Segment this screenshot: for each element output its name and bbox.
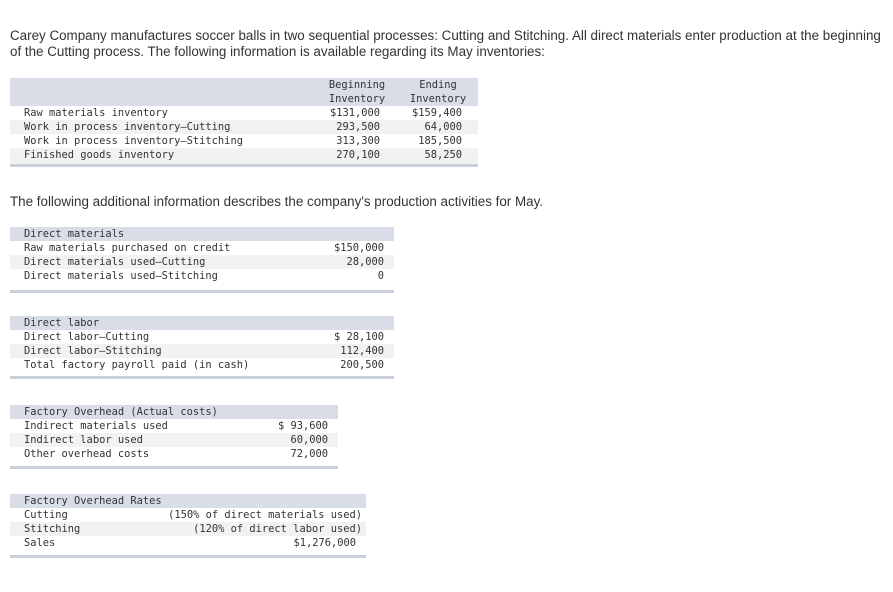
table-row (10, 148, 478, 164)
intro-paragraph: Carey Company manufactures soccer balls in two sequential processes: Cutting and Stitching. All direct materials enter production at the beginning of the Cutting process. The following information is available regarding its May inventories: (10, 28, 881, 59)
section-header: Direct materials (24, 228, 125, 240)
inventories-table (10, 78, 478, 167)
row-label: Other overhead costs (24, 448, 150, 460)
row-value: 200,500 (340, 359, 384, 371)
table-row (10, 508, 366, 522)
beginning-value: 313,300 (336, 135, 380, 147)
row-value: (150% of direct materials used) (168, 509, 362, 521)
section-header-row (10, 227, 394, 241)
row-label: Raw materials purchased on credit (24, 242, 231, 254)
row-value: $1,276,000 (293, 537, 356, 549)
factory-overhead-table (10, 405, 338, 469)
direct-labor-table (10, 316, 394, 379)
table-row (10, 358, 394, 376)
section-header: Direct labor (24, 317, 100, 329)
table-row (10, 522, 366, 536)
inventories-header-row-2 (10, 92, 478, 106)
inventories-header-row-1 (10, 78, 478, 92)
row-label: Indirect materials used (24, 420, 168, 432)
row-value: (120% of direct labor used) (193, 523, 362, 535)
row-value: 28,000 (346, 256, 384, 268)
beginning-header-line1: Beginning (328, 79, 386, 91)
table-row (10, 134, 478, 148)
table-row (10, 344, 394, 358)
table-row (10, 419, 338, 433)
direct-materials-table (10, 227, 394, 293)
row-value: 60,000 (290, 434, 328, 446)
ending-value: 64,000 (424, 121, 462, 133)
row-label: Direct labor—Stitching (24, 345, 162, 357)
row-label: Stitching (24, 523, 81, 535)
ending-value: 58,250 (424, 149, 462, 161)
row-value: 0 (377, 270, 384, 282)
beginning-value: $131,000 (329, 107, 380, 119)
table-row (10, 255, 394, 269)
beginning-value: 293,500 (336, 121, 380, 133)
table-row (10, 536, 366, 555)
row-label: Direct materials used—Stitching (24, 270, 218, 282)
table-row (10, 447, 338, 466)
row-label: Finished goods inventory (24, 149, 175, 161)
table-row (10, 120, 478, 134)
row-value: $ 93,600 (277, 420, 328, 432)
row-label: Total factory payroll paid (in cash) (24, 359, 250, 371)
section-header-row (10, 494, 366, 508)
row-label: Direct materials used—Cutting (24, 256, 206, 268)
table-row (10, 106, 478, 120)
table-row (10, 241, 394, 255)
section-header: Factory Overhead (Actual costs) (24, 406, 218, 418)
table-row (10, 330, 394, 344)
row-label: Raw materials inventory (24, 107, 168, 119)
beginning-value: 270,100 (336, 149, 380, 161)
row-label: Direct labor—Cutting (24, 331, 150, 343)
table-row (10, 269, 394, 290)
row-value: 72,000 (290, 448, 328, 460)
section-header-row (10, 405, 338, 419)
beginning-header-line2: Inventory (328, 93, 386, 105)
ending-header-line1: Ending (419, 79, 457, 91)
section-header: Factory Overhead Rates (24, 495, 162, 507)
ending-header-line2: Inventory (409, 93, 467, 105)
row-value: $150,000 (333, 242, 384, 254)
followup-paragraph: The following additional information describes the company's production activities for May. (10, 194, 543, 209)
ending-value: 185,500 (418, 135, 462, 147)
row-label: Work in process inventory—Cutting (24, 121, 231, 133)
row-label: Sales (24, 537, 56, 549)
row-label: Cutting (24, 509, 68, 521)
ending-value: $159,400 (411, 107, 462, 119)
table-row (10, 433, 338, 447)
row-label: Indirect labor used (24, 434, 143, 446)
row-value: 112,400 (340, 345, 384, 357)
row-value: $ 28,100 (333, 331, 384, 343)
section-header-row (10, 316, 394, 330)
row-label: Work in process inventory—Stitching (24, 135, 243, 147)
overhead-rates-table (10, 494, 366, 558)
